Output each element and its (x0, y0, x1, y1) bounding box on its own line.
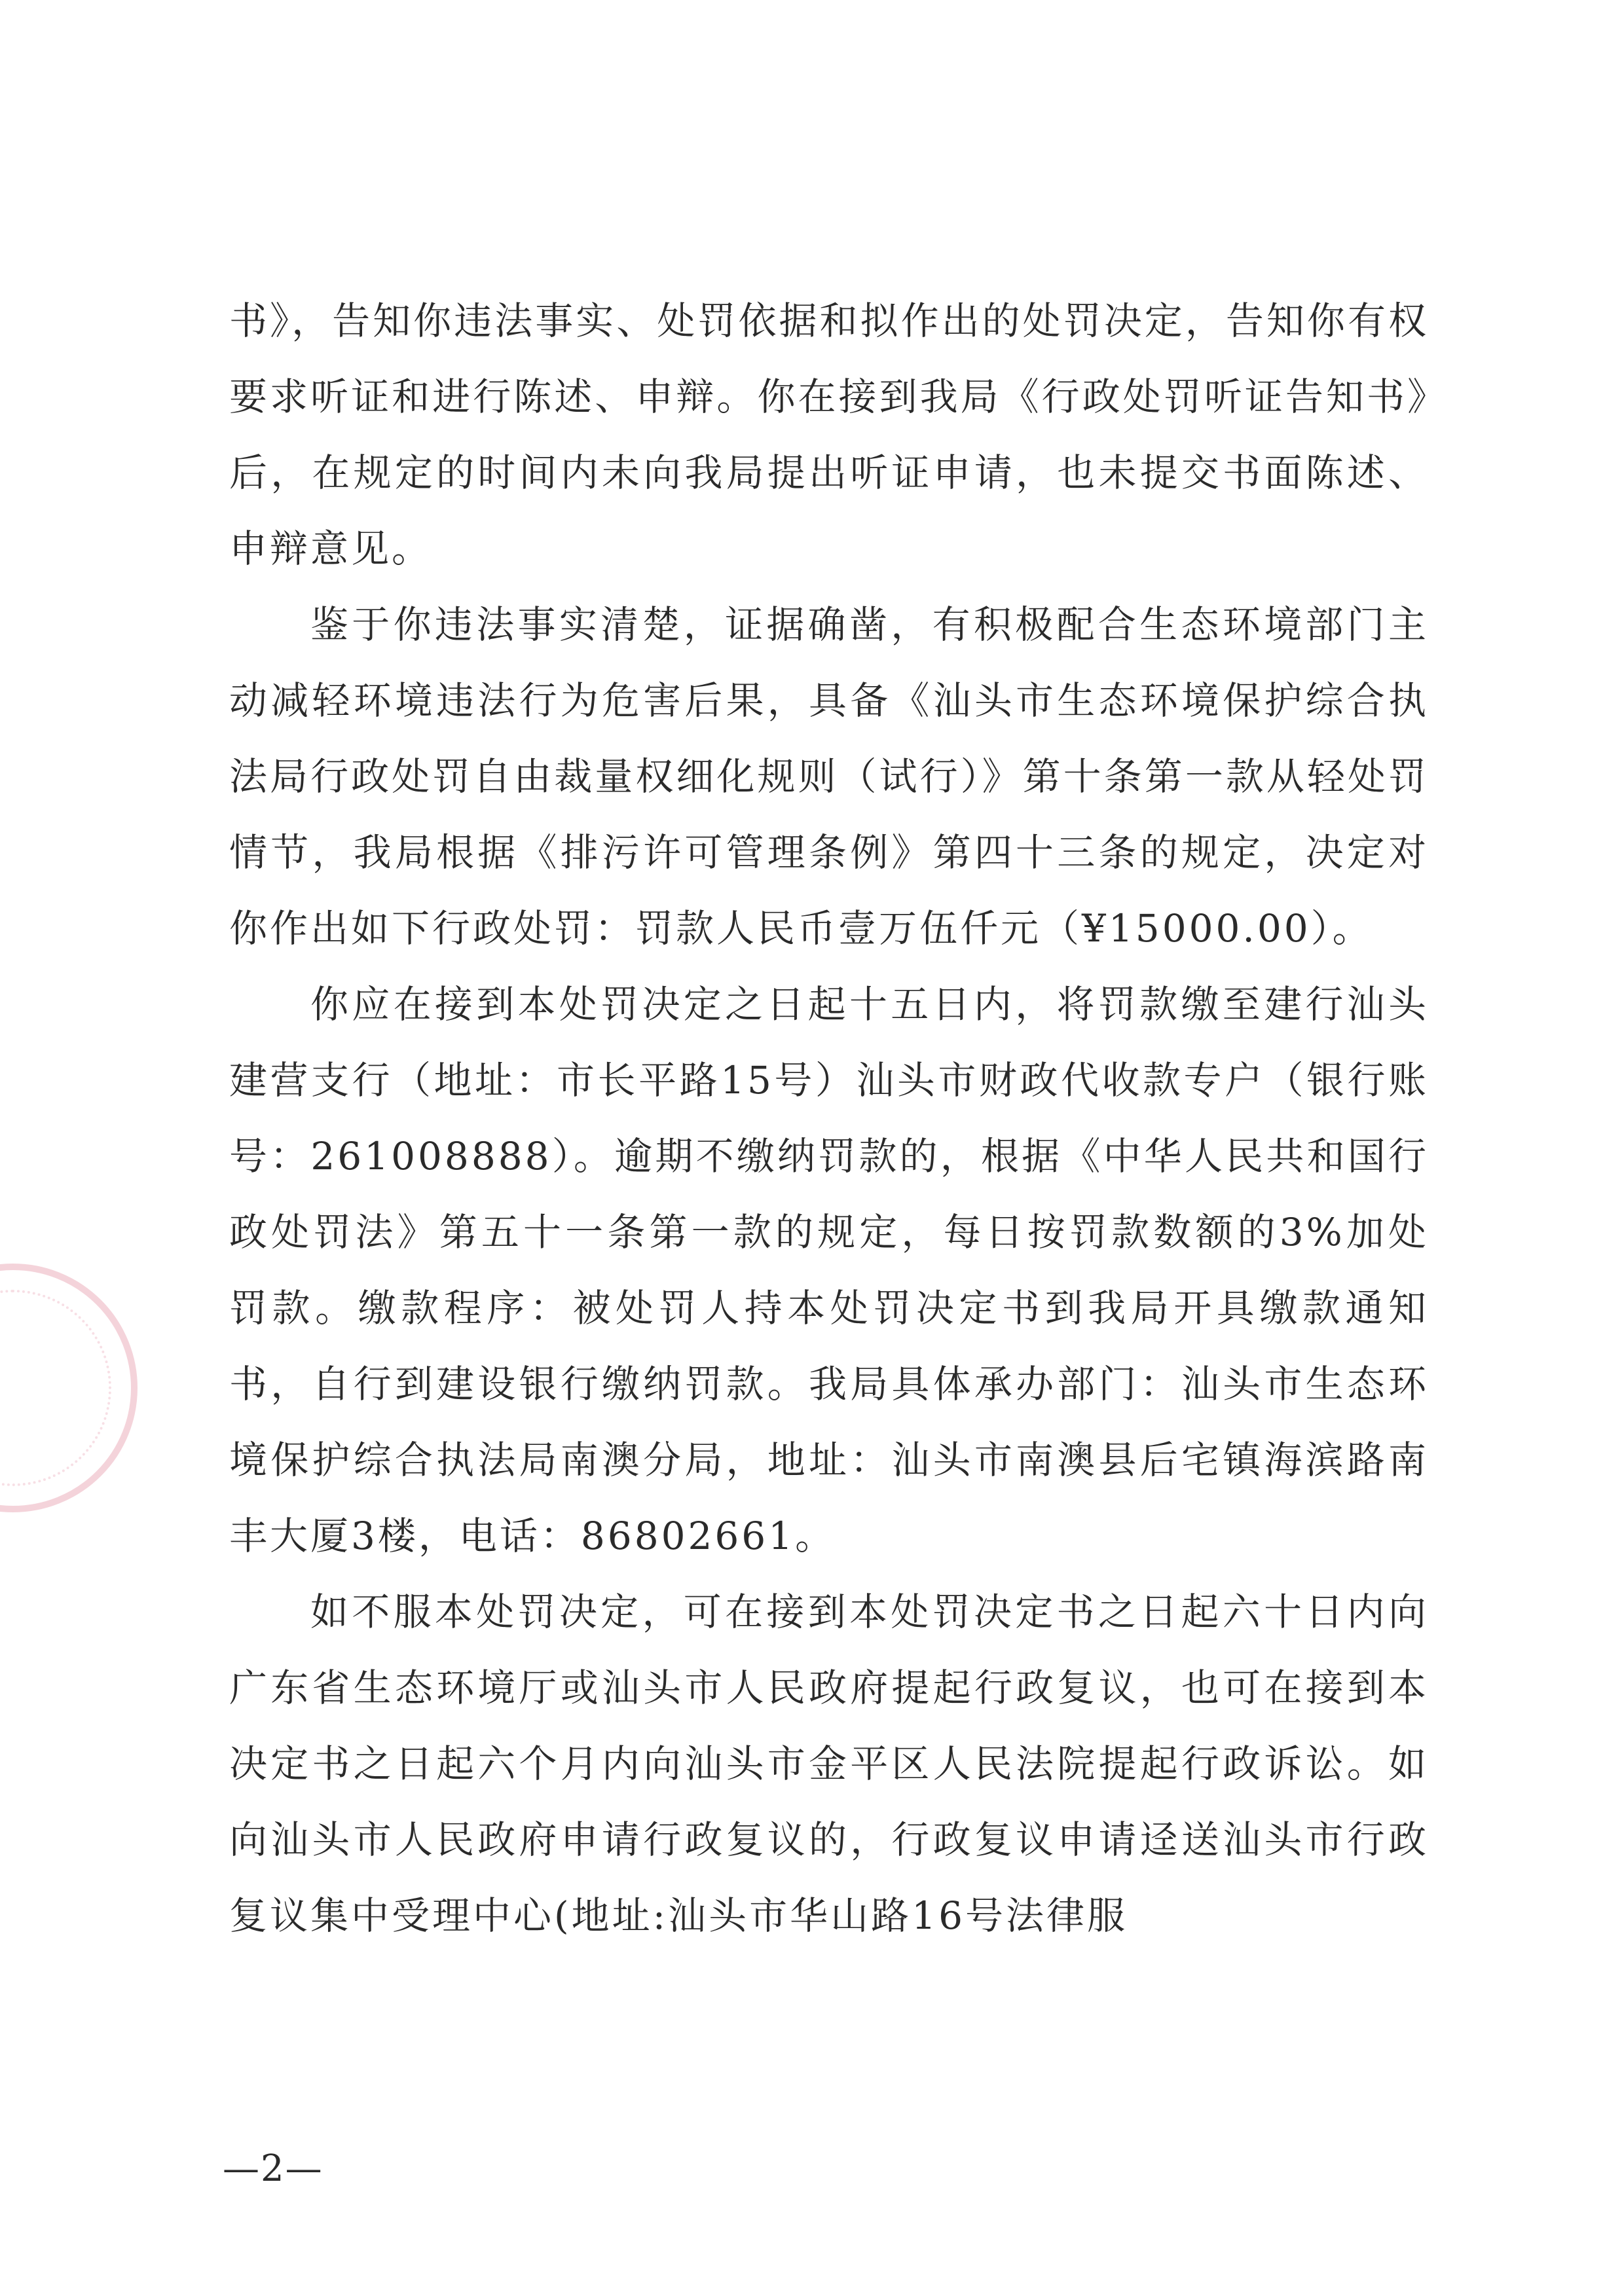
paragraph-penalty-decision: 鉴于你违法事实清楚，证据确凿，有积极配合生态环境部门主动减轻环境违法行为危害后果，具备《汕头市生态环境保护综合执法局行政处罚自由裁量权细化规则（试行）》第十条第一款从轻处罚情节，我局根据《排污许可管理条例》第四十三条的规定，决定对你作出如下行政处罚：罚款人民币壹万伍仟元（¥15000.00）。 (229, 602, 1429, 951)
document-body (229, 283, 1429, 1954)
paragraph-payment-instructions: 你应在接到本处罚决定之日起十五日内，将罚款缴至建行汕头建营支行（地址：市长平路15号）汕头市财政代收款专户（银行账号：261008888）。逾期不缴纳罚款的，根据《中华人民共和国行政处罚法》第五十一条第一款的规定，每日按罚款数额的3%加处罚款。缴款程序：被处罚人持本处罚决定书到我局开具缴款通知书，自行到建设银行缴纳罚款。我局具体承办部门：汕头市生态环境保护综合执法局南澳分局，地址：汕头市南澳县后宅镇海滨路南丰大厦3楼，电话：86802661。 (229, 982, 1429, 1558)
seal-inner-ring (0, 1290, 111, 1486)
official-seal-stamp (0, 1264, 138, 1512)
page-number: —2— (223, 2147, 323, 2190)
paragraph-appeal-rights: 如不服本处罚决定，可在接到本处罚决定书之日起六十日内向广东省生态环境厅或汕头市人民政府提起行政复议，也可在接到本决定书之日起六个月内向汕头市金平区人民法院提起行政诉讼。如向汕头市人民政府申请行政复议的，行政复议申请迳送汕头市行政复议集中受理中心(地址:汕头市华山路16号法律服 (229, 1590, 1429, 1938)
paragraph-continued: 书》，告知你违法事实、处罚依据和拟作出的处罚决定，告知你有权要求听证和进行陈述、申辩。你在接到我局《行政处罚听证告知书》后，在规定的时间内未向我局提出听证申请，也未提交书面陈述、申辩意见。 (229, 299, 1429, 571)
